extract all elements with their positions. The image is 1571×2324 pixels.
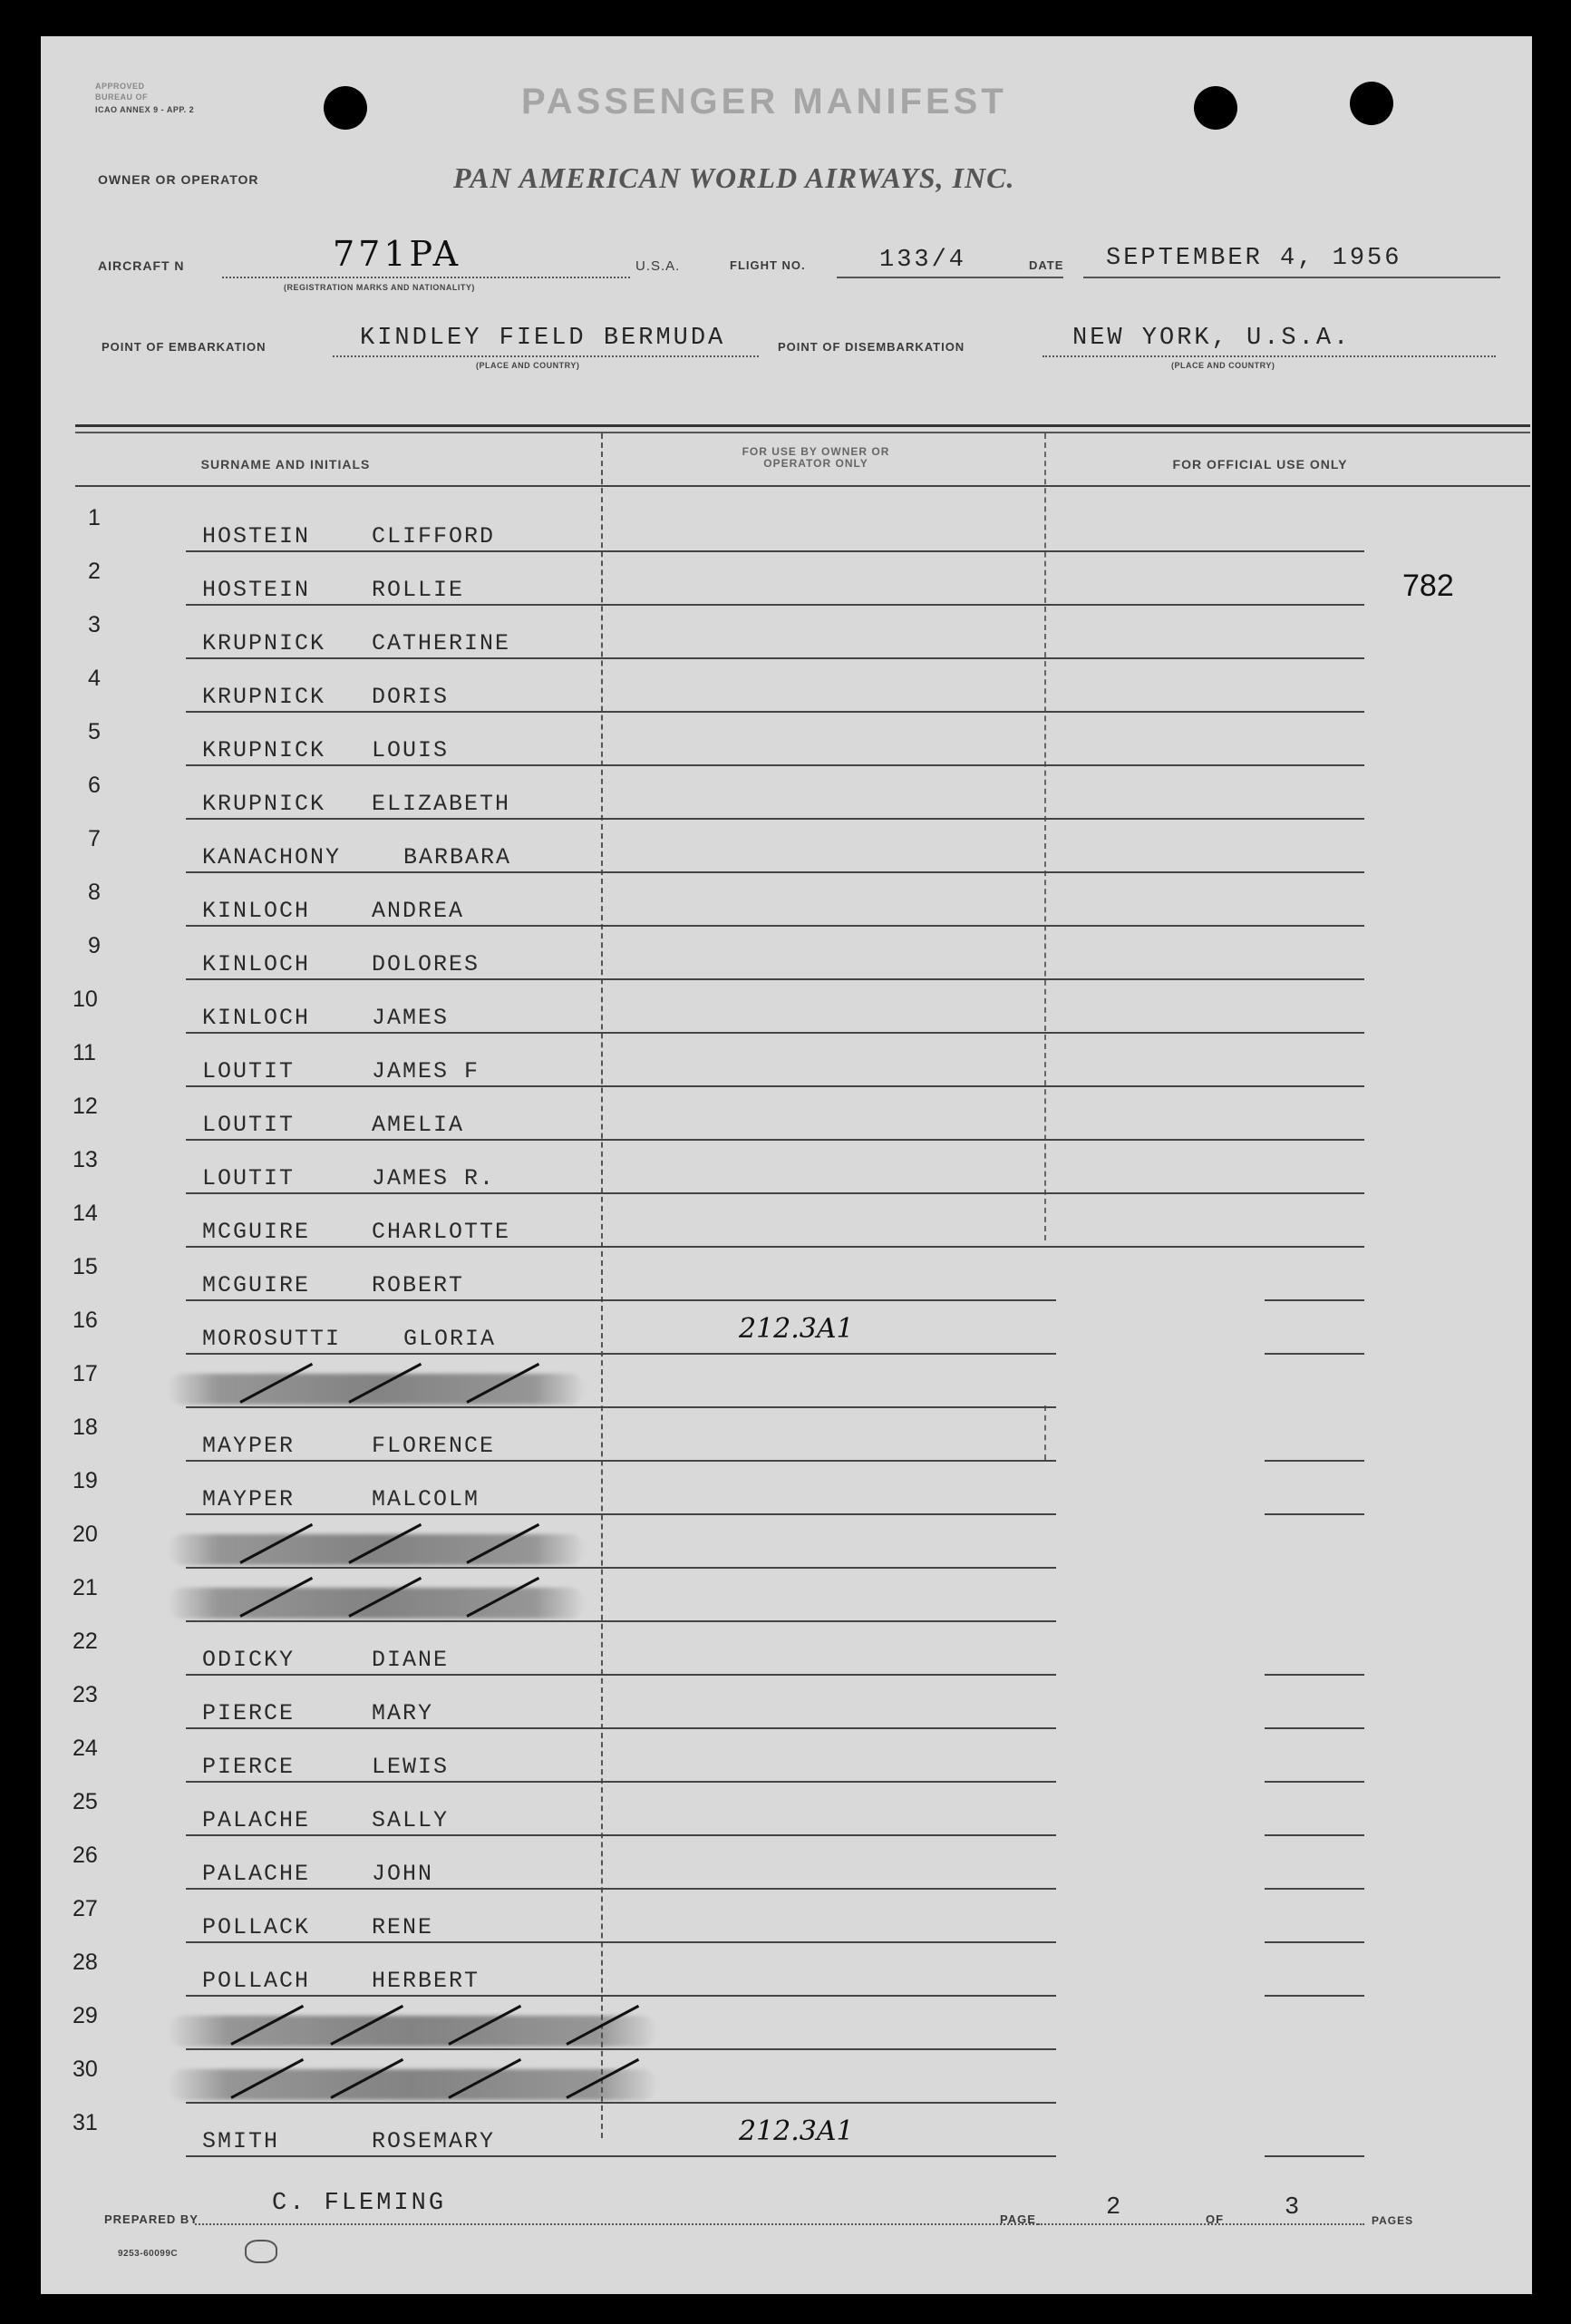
row-number: 13 xyxy=(73,1147,98,1172)
passenger-given-name: BARBARA xyxy=(403,844,512,870)
row-rule xyxy=(186,978,1364,980)
row-rule xyxy=(186,1139,1364,1141)
row-rule xyxy=(186,1085,1364,1087)
of-label: OF xyxy=(1206,2212,1225,2226)
passenger-surname: MCGUIRE xyxy=(202,1272,311,1298)
official-column-tick xyxy=(1265,1941,1364,1943)
row-rule xyxy=(186,1192,1364,1194)
official-column-tick xyxy=(1265,1727,1364,1729)
passenger-given-name: LEWIS xyxy=(372,1754,450,1780)
passenger-surname: SMITH xyxy=(202,2128,280,2154)
flight-underline xyxy=(837,277,1063,278)
official-column-tick xyxy=(1265,1674,1364,1676)
passenger-surname: KINLOCH xyxy=(202,951,311,977)
row-number: 5 xyxy=(88,719,101,744)
struck-out-entry xyxy=(168,2069,657,2100)
page-value: 2 xyxy=(1106,2194,1124,2222)
passenger-given-name: DIANE xyxy=(372,1647,450,1673)
row-rule xyxy=(186,1567,1056,1569)
passenger-given-name: JAMES R. xyxy=(372,1165,496,1191)
passenger-surname: MOROSUTTI xyxy=(202,1326,342,1352)
struck-out-entry xyxy=(168,2016,657,2047)
passenger-surname: HOSTEIN xyxy=(202,577,311,603)
official-column-tick xyxy=(1265,1460,1364,1462)
official-column-tick xyxy=(1265,1513,1364,1515)
row-number: 12 xyxy=(73,1094,98,1119)
aircraft-underline xyxy=(222,277,630,278)
row-rule xyxy=(186,1674,1056,1676)
passenger-given-name: JAMES F xyxy=(372,1058,480,1084)
usa-label: U.S.A. xyxy=(635,258,681,274)
row-number: 27 xyxy=(73,1896,98,1921)
row-number: 2 xyxy=(88,559,101,584)
embark-underline xyxy=(333,355,759,357)
row-rule xyxy=(186,925,1364,927)
page-label: PAGE xyxy=(1000,2212,1036,2226)
row-number: 21 xyxy=(73,1575,98,1600)
embark-value: KINDLEY FIELD BERMUDA xyxy=(360,325,726,352)
embark-place-caption: (PLACE AND COUNTRY) xyxy=(476,361,580,370)
row-rule xyxy=(186,1513,1056,1515)
passenger-given-name: ROLLIE xyxy=(372,577,465,603)
official-column-tick xyxy=(1265,1995,1364,1997)
row-number: 17 xyxy=(73,1361,98,1386)
row-rule xyxy=(186,657,1364,659)
disembark-place-caption: (PLACE AND COUNTRY) xyxy=(1171,361,1275,370)
prepared-value: C. FLEMING xyxy=(272,2190,447,2217)
col-divider-1 xyxy=(601,433,603,2138)
table-header-rule xyxy=(75,485,1530,487)
official-column-tick xyxy=(1265,1834,1364,1836)
passenger-surname: POLLACH xyxy=(202,1968,311,1994)
approval-line-2: BUREAU OF xyxy=(95,92,148,102)
passenger-given-name: CLIFFORD xyxy=(372,523,496,549)
row-rule xyxy=(186,2048,1056,2050)
passenger-given-name: AMELIA xyxy=(372,1112,465,1138)
passenger-surname: LOUTIT xyxy=(202,1112,296,1138)
handwritten-code: 212.3A1 xyxy=(739,2115,854,2147)
row-number: 10 xyxy=(73,987,98,1012)
date-value: SEPTEMBER 4, 1956 xyxy=(1106,245,1402,272)
passenger-given-name: GLORIA xyxy=(403,1326,497,1352)
punch-hole-left xyxy=(324,86,367,130)
punch-hole-center xyxy=(1194,86,1237,130)
aircraft-value: 771PA xyxy=(333,234,462,274)
official-column-tick xyxy=(1265,1353,1364,1355)
row-number: 22 xyxy=(73,1629,98,1654)
row-rule xyxy=(186,871,1364,873)
row-number: 16 xyxy=(73,1308,98,1333)
passenger-given-name: DOLORES xyxy=(372,951,480,977)
row-rule xyxy=(186,1406,1056,1408)
passenger-given-name: JOHN xyxy=(372,1861,434,1887)
official-column-tick xyxy=(1265,1781,1364,1783)
passenger-surname: KANACHONY xyxy=(202,844,342,870)
date-label: DATE xyxy=(1029,258,1064,272)
row-number: 6 xyxy=(88,773,101,798)
passenger-given-name: CATHERINE xyxy=(372,630,511,656)
passenger-surname: LOUTIT xyxy=(202,1165,296,1191)
row-rule xyxy=(186,1032,1364,1034)
prepared-underline xyxy=(195,2223,1038,2225)
row-rule xyxy=(186,1353,1056,1355)
row-number: 24 xyxy=(73,1736,98,1761)
flight-value: 133/4 xyxy=(879,247,967,274)
margin-note: 782 xyxy=(1402,569,1454,603)
row-number: 31 xyxy=(73,2110,98,2135)
passenger-surname: PALACHE xyxy=(202,1807,311,1833)
embark-label: POINT OF EMBARKATION xyxy=(102,340,267,354)
row-number: 8 xyxy=(88,880,101,905)
table-top-rule-2 xyxy=(75,432,1530,433)
passenger-given-name: CHARLOTTE xyxy=(372,1219,511,1245)
row-number: 29 xyxy=(73,2003,98,2028)
passenger-surname: PIERCE xyxy=(202,1754,296,1780)
disembark-value: NEW YORK, U.S.A. xyxy=(1072,325,1352,352)
row-number: 18 xyxy=(73,1415,98,1440)
airline-name: PAN AMERICAN WORLD AIRWAYS, INC. xyxy=(453,161,1015,194)
passenger-surname: KRUPNICK xyxy=(202,630,326,656)
official-column-tick xyxy=(1265,2155,1364,2157)
manifest-sheet xyxy=(41,36,1532,2294)
passenger-surname: MAYPER xyxy=(202,1486,296,1512)
passenger-given-name: ANDREA xyxy=(372,898,465,924)
passenger-given-name: JAMES xyxy=(372,1005,450,1031)
row-rule xyxy=(186,604,1364,606)
row-number: 23 xyxy=(73,1682,98,1707)
row-rule xyxy=(186,1299,1056,1301)
row-rule xyxy=(186,1941,1056,1943)
passenger-given-name: MALCOLM xyxy=(372,1486,480,1512)
row-number: 7 xyxy=(88,826,101,851)
union-label-icon xyxy=(245,2240,277,2263)
row-number: 9 xyxy=(88,933,101,958)
row-rule xyxy=(186,1834,1056,1836)
row-rule xyxy=(186,1727,1056,1729)
pages-label: PAGES xyxy=(1372,2214,1414,2227)
table-top-rule-1 xyxy=(75,424,1530,427)
passenger-surname: MAYPER xyxy=(202,1433,296,1459)
col-header-official: FOR OFFICIAL USE ONLY xyxy=(1172,457,1348,472)
row-number: 15 xyxy=(73,1254,98,1279)
handwritten-code: 212.3A1 xyxy=(739,1313,854,1345)
passenger-surname: KRUPNICK xyxy=(202,684,326,710)
row-rule xyxy=(186,550,1364,552)
passenger-given-name: ROSEMARY xyxy=(372,2128,496,2154)
row-rule xyxy=(186,1888,1056,1890)
form-number: 9253-60099C xyxy=(118,2249,179,2259)
row-number: 26 xyxy=(73,1843,98,1868)
row-number: 14 xyxy=(73,1201,98,1226)
of-value: 3 xyxy=(1285,2194,1303,2222)
col-divider-2 xyxy=(1044,433,1046,1240)
passenger-surname: PALACHE xyxy=(202,1861,311,1887)
col-header-owner: FOR USE BY OWNER OR OPERATOR ONLY xyxy=(742,445,890,470)
row-rule xyxy=(186,1246,1364,1248)
owner-label: OWNER OR OPERATOR xyxy=(98,172,259,187)
passenger-given-name: DORIS xyxy=(372,684,450,710)
page-title: PASSENGER MANIFEST xyxy=(521,82,1007,122)
passenger-surname: KRUPNICK xyxy=(202,791,326,817)
row-number: 11 xyxy=(73,1040,96,1065)
row-rule xyxy=(186,764,1364,766)
row-rule xyxy=(186,1460,1056,1462)
row-rule xyxy=(186,2102,1056,2104)
row-number: 19 xyxy=(73,1468,98,1493)
page-underline xyxy=(1038,2223,1364,2225)
prepared-label: PREPARED BY xyxy=(104,2212,199,2226)
passenger-given-name: LOUIS xyxy=(372,737,450,763)
row-number: 20 xyxy=(73,1522,98,1547)
row-rule xyxy=(186,818,1364,820)
passenger-given-name: MARY xyxy=(372,1700,434,1726)
disembark-label: POINT OF DISEMBARKATION xyxy=(778,340,965,354)
row-number: 28 xyxy=(73,1950,98,1975)
passenger-given-name: SALLY xyxy=(372,1807,450,1833)
row-number: 30 xyxy=(73,2057,98,2082)
row-rule xyxy=(186,2155,1056,2157)
punch-hole-right xyxy=(1350,82,1393,125)
col-header-surname: SURNAME AND INITIALS xyxy=(200,457,371,472)
row-number: 4 xyxy=(88,666,101,691)
official-column-tick xyxy=(1265,1888,1364,1890)
row-rule xyxy=(186,711,1364,713)
row-rule xyxy=(186,1620,1056,1622)
passenger-given-name: ROBERT xyxy=(372,1272,465,1298)
passenger-surname: KINLOCH xyxy=(202,1005,311,1031)
date-underline xyxy=(1083,277,1500,278)
passenger-surname: POLLACK xyxy=(202,1914,311,1940)
row-number: 25 xyxy=(73,1789,98,1814)
flight-label: FLIGHT NO. xyxy=(730,258,806,272)
approval-line-1: APPROVED xyxy=(95,82,145,91)
approval-line-3: ICAO ANNEX 9 - APP. 2 xyxy=(95,105,195,114)
col-divider-2b xyxy=(1044,1405,1046,1460)
passenger-surname: MCGUIRE xyxy=(202,1219,311,1245)
official-column-tick xyxy=(1265,1299,1364,1301)
passenger-given-name: FLORENCE xyxy=(372,1433,496,1459)
passenger-surname: ODICKY xyxy=(202,1647,296,1673)
passenger-given-name: HERBERT xyxy=(372,1968,480,1994)
disembark-underline xyxy=(1042,355,1496,357)
passenger-surname: KRUPNICK xyxy=(202,737,326,763)
passenger-surname: KINLOCH xyxy=(202,898,311,924)
passenger-surname: HOSTEIN xyxy=(202,523,311,549)
registration-caption: (REGISTRATION MARKS AND NATIONALITY) xyxy=(284,283,475,292)
aircraft-label: AIRCRAFT N xyxy=(98,258,185,273)
passenger-given-name: ELIZABETH xyxy=(372,791,511,817)
passenger-surname: PIERCE xyxy=(202,1700,296,1726)
row-number: 3 xyxy=(88,612,101,637)
row-rule xyxy=(186,1781,1056,1783)
row-number: 1 xyxy=(88,505,101,530)
passenger-given-name: RENE xyxy=(372,1914,434,1940)
row-rule xyxy=(186,1995,1056,1997)
passenger-surname: LOUTIT xyxy=(202,1058,296,1084)
